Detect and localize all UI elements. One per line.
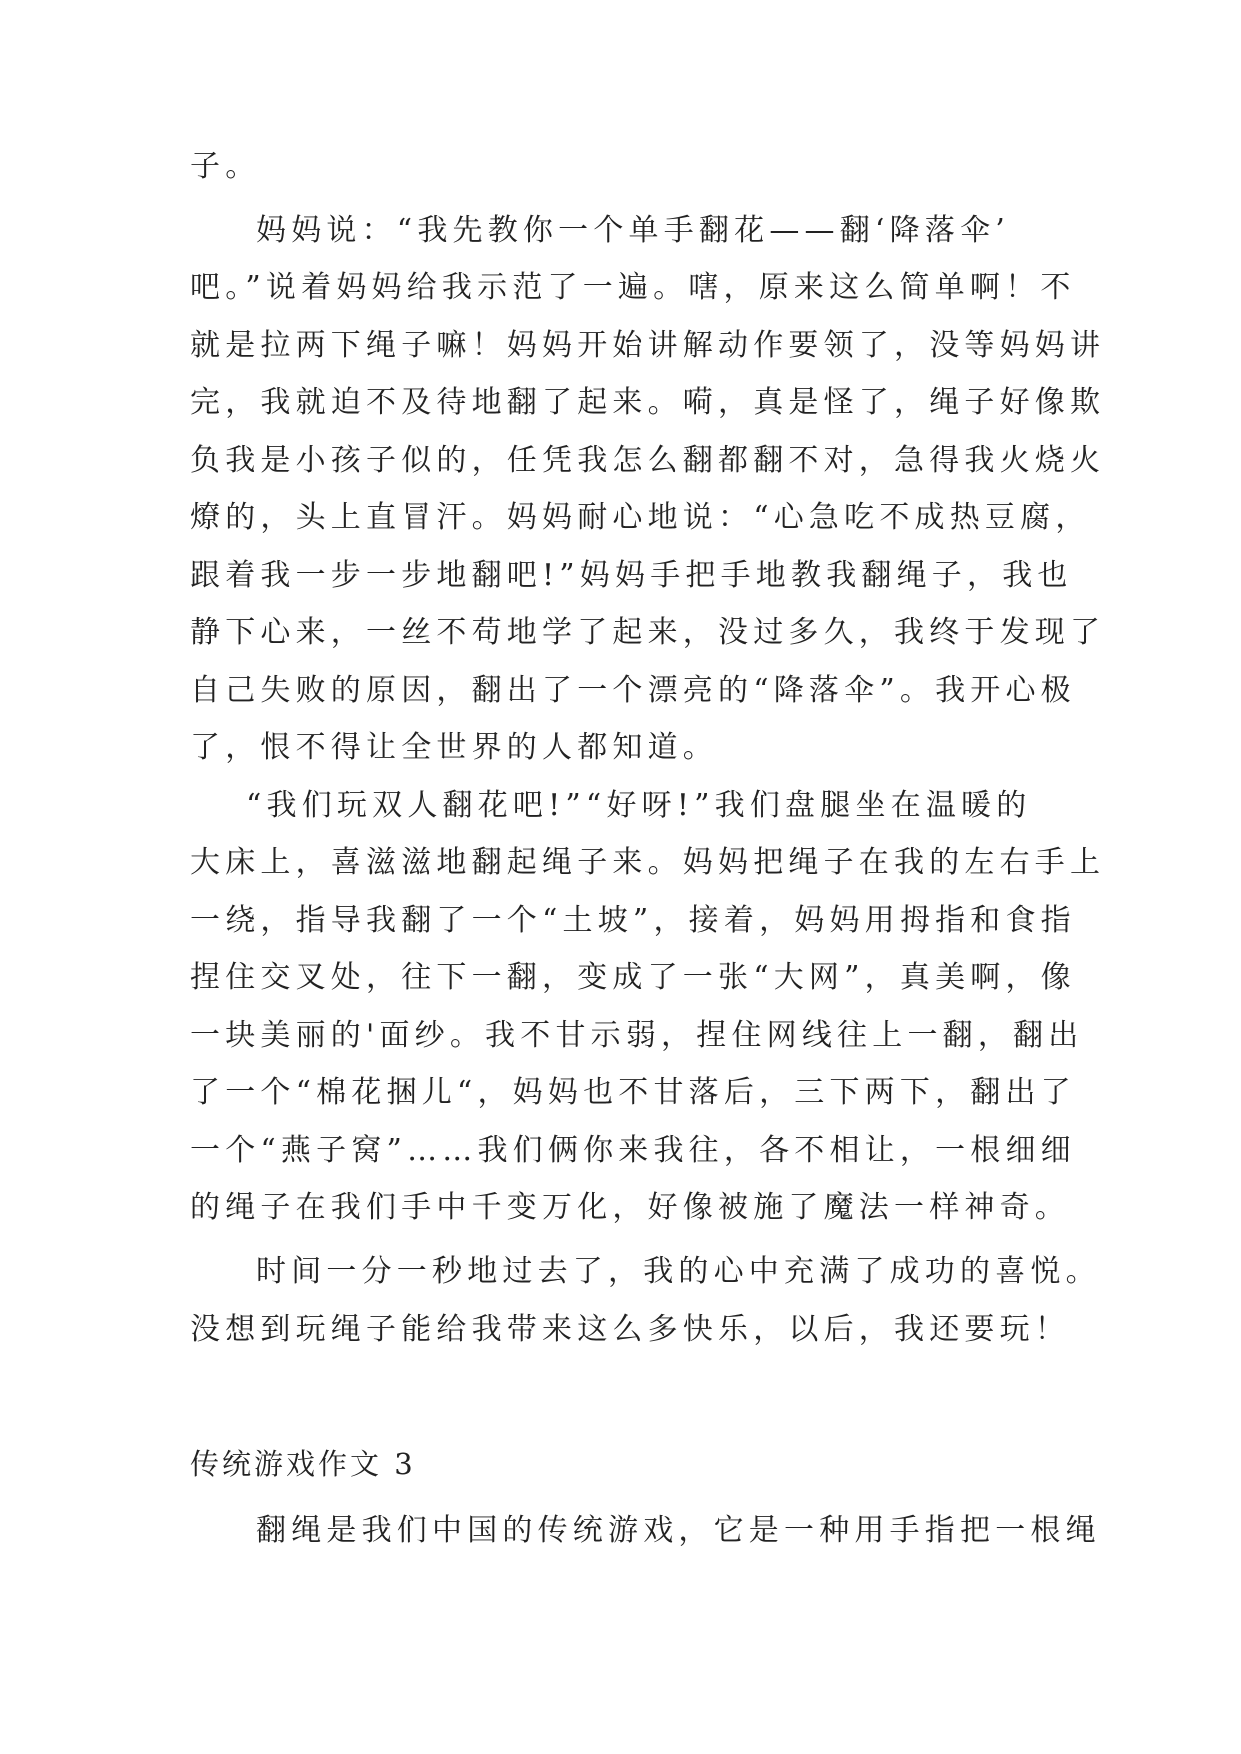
paragraph-first-line: “我们玩双人翻花吧!”“好呀!”我们盘腿坐在温暖的	[246, 788, 1032, 823]
text-line: 子。	[190, 149, 261, 184]
text-line: 没想到玩绳子能给我带来这么多快乐，以后，我还要玩！	[190, 1312, 1070, 1347]
paragraph-first-line: 妈妈说：“我先教你一个单手翻花——翻‘降落伞’	[256, 213, 1011, 248]
text-line: 了，恨不得让全世界的人都知道。	[190, 730, 718, 765]
text-line: 一绕，指导我翻了一个“土坡”，接着，妈妈用拇指和食指	[190, 903, 1076, 938]
text-line: 的绳子在我们手中千变万化，好像被施了魔法一样神奇。	[190, 1190, 1070, 1225]
paragraph-first-line: 时间一分一秒地过去了，我的心中充满了成功的喜悦。	[256, 1254, 1101, 1289]
document-page	[190, 0, 1106, 1754]
text-line: 静下心来，一丝不苟地学了起来，没过多久，我终于发现了	[190, 615, 1106, 650]
paragraph-first-line: 翻绳是我们中国的传统游戏，它是一种用手指把一根绳	[256, 1513, 1101, 1548]
text-line: 负我是小孩子似的，任凭我怎么翻都翻不对，急得我火烧火	[190, 443, 1106, 478]
text-line: 吧。”说着妈妈给我示范了一遍。嗐，原来这么简单啊！不	[190, 270, 1076, 305]
text-line: 完，我就迫不及待地翻了起来。嗬，真是怪了，绳子好像欺	[190, 385, 1106, 420]
text-line: 燎的，头上直冒汗。妈妈耐心地说：“心急吃不成热豆腐，	[190, 500, 1091, 535]
text-line: 就是拉两下绳子嘛！妈妈开始讲解动作要领了，没等妈妈讲	[190, 328, 1106, 363]
section-heading: 传统游戏作文 3	[190, 1447, 416, 1481]
text-line: 了一个“棉花捆儿“，妈妈也不甘落后，三下两下，翻出了	[190, 1075, 1076, 1110]
text-line: 捏住交叉处，往下一翻，变成了一张“大网”，真美啊，像	[190, 960, 1076, 995]
text-line: 一个“燕子窝”……我们俩你来我往，各不相让，一根细细	[190, 1133, 1076, 1168]
text-line: 大床上，喜滋滋地翻起绳子来。妈妈把绳子在我的左右手上	[190, 845, 1106, 880]
text-line: 一块美丽的'面纱。我不甘示弱，捏住网线往上一翻，翻出	[190, 1018, 1084, 1053]
text-line: 自己失败的原因，翻出了一个漂亮的“降落伞”。我开心极	[190, 673, 1076, 708]
text-line: 跟着我一步一步地翻吧!”妈妈手把手地教我翻绳子，我也	[190, 558, 1073, 593]
